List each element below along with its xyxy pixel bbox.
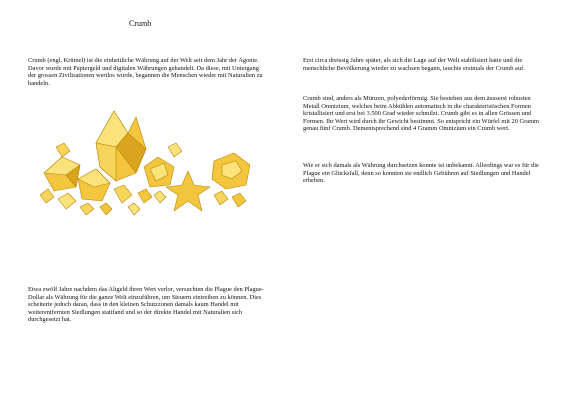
paragraph-plague-dollar: Etwa zwölf Jahre nachdem das Altgeld ihren Wert verlor, versuchten die Plague den Plague-Dollar als Währung für die ganze Welt einzuführen, um Steuern eintreiben zu können. Dies scheiterte jedoch daran, dass in den kleinen Schutzzonen damals kaum Handel mit weiterentfernten Siedlungen stattfand und so der direkte Handel mit Naturalien sich durchgesetzt hat. — [28, 286, 264, 324]
crumb-crystals-illustration — [18, 103, 268, 228]
paragraph-origin: Erst circa dreissig Jahre später, als sich die Lage auf der Welt stabilisiert hatte und die menschliche Bevölkerung wieder zu wachsen begann, tauchte erstmals der Crumb auf. — [303, 57, 525, 72]
paragraph-description: Crumb sind, anders als Münzen, polyederförmig. Sie bestehen aus dem äusserst robusten Metall Omnizium, welches beim Abkühlen automatisch in die charakteristischen Formen kristallisiert und erst bei 3.500 Grad wieder schmilzt. Crumb gibt es in allen Grössen und Formen. Ihr Wert wird durch ihr Gewicht bestimmt. So entspricht ein Würfel mit 20 Gramm genau fünf Crumb. Dementsprechend sind 4 Gramm Omnizium ein Crumb wert. — [303, 95, 540, 133]
paragraph-intro: Crumb (engl. Krümel) ist die einheitliche Währung auf der Welt seit dem Jahr der Agonie. Davor wurde mit Papiergeld und digitalen Währungen gehandelt. Da diese, mit Untergang der grossen Zivilisationen wertlos wurde, begannen die Menschen wieder mit Naturalien zu handeln. — [28, 57, 263, 87]
paragraph-adoption: Wie er sich damals als Währung durchsetzen konnte ist unbekannt. Allerdings war es für die Plague ein Glücksfall, denn so konnten sie endlich Gebühren auf Siedlungen und Handel erheben. — [303, 162, 539, 185]
page-title: Crumb — [129, 19, 152, 28]
